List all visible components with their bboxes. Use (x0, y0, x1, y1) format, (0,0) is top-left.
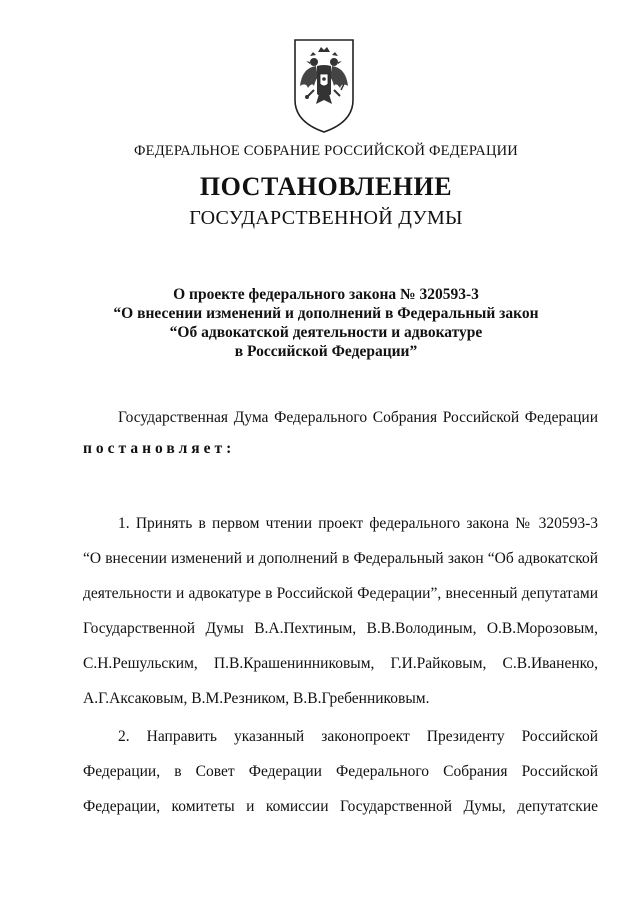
body-line: “О внесении изменений и дополнений в Федеральный закон “Об адвокатской (83, 550, 598, 567)
body-line: 2. Направить указанный законопроект Президенту Российской (118, 728, 598, 745)
subject-line: “О внесении изменений и дополнений в Федеральный закон (113, 305, 539, 322)
decree-word: постановляет: (83, 440, 236, 457)
preamble-text: Государственная Дума Федерального Собрания Российской Федерации (118, 409, 598, 426)
body-line: деятельности и адвокатуре в Российской Федерации”, внесенный депутатами (83, 585, 598, 602)
state-emblem-icon (292, 38, 356, 134)
organization-heading: ФЕДЕРАЛЬНОЕ СОБРАНИЕ РОССИЙСКОЙ ФЕДЕРАЦИИ (134, 143, 518, 159)
subject-line: в Российской Федерации” (234, 343, 418, 360)
document-title: ПОСТАНОВЛЕНИЕ (199, 172, 453, 201)
body-line: 1. Принять в первом чтении проект федерального закона № 320593-3 (118, 515, 598, 532)
body-line: Федерации, в Совет Федерации Федерального Собрания Российской (83, 763, 598, 780)
document-subject (0, 285, 640, 361)
document-subtitle: ГОСУДАРСТВЕННОЙ ДУМЫ (189, 207, 463, 229)
subject-line: О проекте федерального закона № 320593-3 (173, 286, 479, 303)
body-line: Государственной Думы В.А.Пехтиным, В.В.Володиным, О.В.Морозовым, (83, 620, 598, 637)
subject-line: “Об адвокатской деятельности и адвокатуре (169, 324, 483, 341)
body-line: Федерации, комитеты и комиссии Государственной Думы, депутатские (83, 798, 598, 815)
body-line: С.Н.Решульским, П.В.Крашенинниковым, Г.И.Райковым, С.В.Иваненко, (83, 655, 598, 672)
body-line: А.Г.Аксаковым, В.М.Резником, В.В.Гребенниковым. (83, 690, 430, 707)
